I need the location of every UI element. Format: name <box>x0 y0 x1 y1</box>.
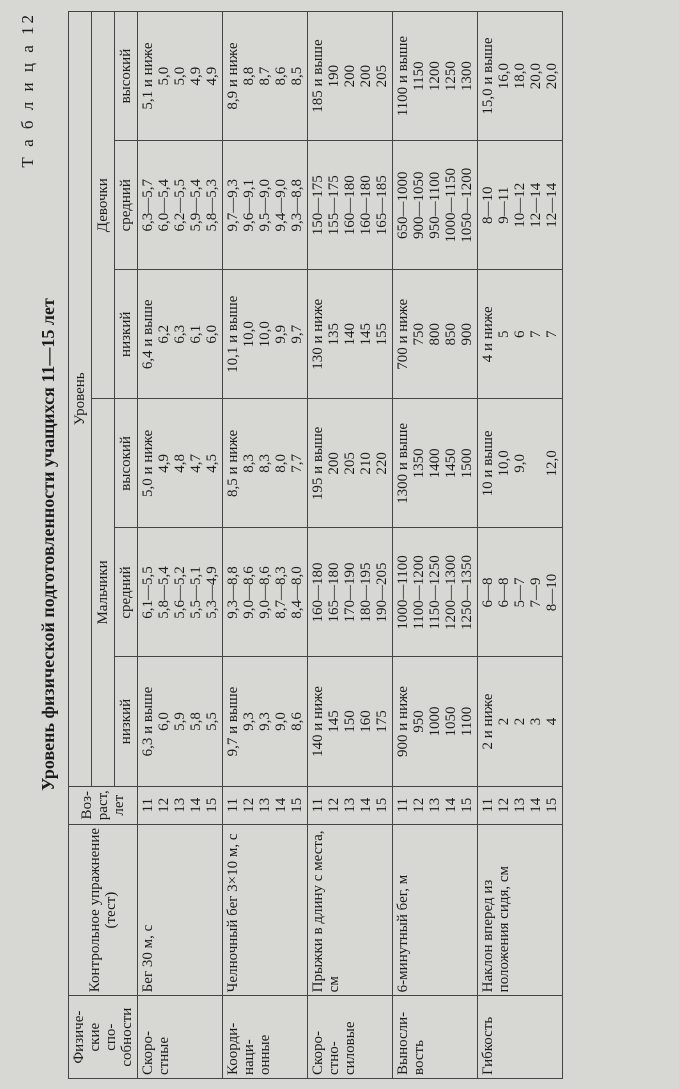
boys-medium-cell <box>138 528 223 657</box>
age-cell <box>138 786 223 824</box>
header-boys: Мальчики <box>92 399 115 786</box>
girls-high-value: 8,9 и ниже <box>225 42 241 110</box>
boys-high-value: 200 <box>326 452 342 475</box>
girls-high-value: 205 <box>374 64 390 88</box>
boys-low-value: 1000 <box>427 706 443 737</box>
table-title: Уровень физической подготовленности учащихся 11—15 лет <box>38 298 58 791</box>
boys-high-value: 12,0 <box>544 450 560 477</box>
age-cell <box>478 786 563 824</box>
exercise-cell: 6-минутный бег, м <box>393 824 478 995</box>
girls-medium-value: 165—185 <box>374 175 390 236</box>
age-value: 14 <box>188 797 204 813</box>
exercise-cell: Прыжки в длину с места, см <box>308 824 393 995</box>
girls-medium-value: 12—14 <box>544 182 560 228</box>
table-body <box>138 12 563 1079</box>
girls-high-value: 5,1 и ниже <box>140 42 156 110</box>
boys-medium-value: 5,8—5,4 <box>156 566 172 619</box>
girls-medium-cell <box>478 141 563 270</box>
age-value: 12 <box>326 797 342 813</box>
girls-medium-value: 6,2—5,5 <box>172 178 188 232</box>
boys-medium-value: 160—180 <box>310 562 326 623</box>
boys-low-value: 3 <box>528 717 544 726</box>
boys-low-value: 1100 <box>459 706 475 737</box>
boys-medium-value: 1200—1300 <box>443 554 459 630</box>
age-value: 15 <box>374 797 390 813</box>
boys-low-value: 2 <box>512 717 528 726</box>
boys-medium-cell <box>223 528 308 657</box>
girls-low-value: 4 и ниже <box>480 306 496 363</box>
boys-high-value: 4,9 <box>156 454 172 473</box>
boys-medium-value: 8—10 <box>544 573 560 612</box>
boys-medium-value: 5—7 <box>512 577 528 608</box>
girls-medium-value: 6,3—5,7 <box>140 178 156 232</box>
header-boys-high: высокий <box>115 399 138 528</box>
age-value: 14 <box>443 797 459 813</box>
girls-low-value: 750 <box>411 323 427 346</box>
girls-low-value: 800 <box>427 323 443 346</box>
girls-low-value: 145 <box>358 323 374 346</box>
ability-cell: Коорди- наци- онные <box>223 996 308 1079</box>
girls-medium-value: 9,5—9,0 <box>257 178 273 232</box>
girls-high-cell <box>478 12 563 141</box>
ability-cell: Скоро- стные <box>138 996 223 1079</box>
girls-low-value: 10,0 <box>241 321 257 348</box>
boys-low-value: 140 и ниже <box>310 686 326 757</box>
age-value: 15 <box>544 797 560 813</box>
boys-high-value: 205 <box>342 452 358 475</box>
age-value: 12 <box>496 797 512 813</box>
boys-high-value <box>528 402 544 524</box>
girls-medium-value: 150—175 <box>310 175 326 236</box>
header-girls-low: низкий <box>115 270 138 399</box>
boys-low-value: 9,7 и выше <box>225 686 241 757</box>
boys-low-value: 160 <box>358 710 374 733</box>
boys-medium-value: 6—8 <box>480 577 496 608</box>
boys-medium-value: 6,1—5,5 <box>140 566 156 619</box>
girls-high-value: 5,0 <box>156 66 172 86</box>
boys-low-value: 145 <box>326 710 342 733</box>
girls-medium-cell <box>393 141 478 270</box>
boys-medium-cell <box>393 528 478 657</box>
boys-low-value: 2 <box>496 717 512 726</box>
girls-high-value: 200 <box>358 64 374 88</box>
age-cell <box>308 786 393 824</box>
boys-medium-value: 1000—1100 <box>395 555 411 630</box>
boys-high-value: 4,7 <box>188 454 204 473</box>
exercise-cell: Наклон вперед из положения сидя, см <box>478 824 563 995</box>
girls-low-value: 850 <box>443 323 459 346</box>
boys-low-value: 5,5 <box>204 712 220 731</box>
girls-high-value: 190 <box>326 64 342 88</box>
girls-low-cell <box>393 270 478 399</box>
age-value: 11 <box>480 798 496 813</box>
boys-medium-value: 9,3—8,8 <box>225 566 241 619</box>
girls-medium-value: 650—1000 <box>395 171 411 239</box>
boys-low-cell <box>478 657 563 786</box>
exercise-cell: Бег 30 м, с <box>138 824 223 995</box>
header-girls-medium: средний <box>115 141 138 270</box>
ability-cell: Скоро- стно- силовые <box>308 996 393 1079</box>
girls-low-value: 7 <box>544 330 560 339</box>
boys-high-value: 9,0 <box>512 454 528 473</box>
age-value: 15 <box>459 797 475 813</box>
girls-medium-cell <box>138 141 223 270</box>
girls-medium-value: 950—1100 <box>427 171 443 239</box>
girls-medium-value: 155—175 <box>326 175 342 236</box>
boys-low-value: 9,3 <box>241 712 257 731</box>
girls-medium-value: 160—180 <box>358 175 374 236</box>
boys-low-value: 950 <box>411 710 427 733</box>
age-value: 14 <box>273 797 289 813</box>
boys-low-value: 9,0 <box>273 712 289 731</box>
girls-medium-value: 9,7—9,3 <box>225 178 241 232</box>
age-value: 14 <box>528 797 544 813</box>
boys-medium-value: 5,6—5,2 <box>172 566 188 619</box>
girls-medium-value: 9—11 <box>496 186 512 224</box>
fitness-norms-table <box>68 11 563 1079</box>
girls-high-value: 185 и выше <box>310 39 326 113</box>
boys-medium-value: 8,7—8,3 <box>273 566 289 619</box>
boys-low-value: 9,3 <box>257 712 273 731</box>
boys-medium-value: 9,0—8,6 <box>241 566 257 619</box>
girls-low-value: 135 <box>326 323 342 346</box>
header-boys-low: низкий <box>115 657 138 786</box>
girls-low-value: 6,3 <box>172 324 188 344</box>
age-value: 12 <box>156 797 172 813</box>
boys-low-value: 5,9 <box>172 712 188 731</box>
girls-high-value: 1100 и выше <box>395 35 411 117</box>
girls-medium-cell <box>223 141 308 270</box>
boys-low-cell <box>223 657 308 786</box>
boys-medium-cell <box>308 528 393 657</box>
age-value: 11 <box>310 798 326 813</box>
boys-low-cell <box>138 657 223 786</box>
boys-medium-value: 6—8 <box>496 577 512 608</box>
boys-low-value: 150 <box>342 710 358 733</box>
girls-low-value: 6,4 и выше <box>140 299 156 370</box>
girls-medium-value: 900—1050 <box>411 171 427 239</box>
age-value: 13 <box>257 797 273 813</box>
boys-medium-value: 7—9 <box>528 577 544 608</box>
age-cell <box>223 786 308 824</box>
girls-medium-value: 5,8—5,3 <box>204 178 220 232</box>
girls-high-cell <box>138 12 223 141</box>
girls-high-cell <box>223 12 308 141</box>
girls-low-value: 6,2 <box>156 324 172 344</box>
girls-low-value: 155 <box>374 323 390 346</box>
boys-high-value: 8,3 <box>257 454 273 473</box>
age-value: 15 <box>204 797 220 813</box>
header-age: Воз- раст, лет <box>69 786 138 824</box>
girls-high-value: 15,0 и выше <box>480 37 496 115</box>
girls-medium-value: 10—12 <box>512 182 528 228</box>
boys-high-value: 1400 <box>427 448 443 479</box>
age-value: 13 <box>172 797 188 813</box>
header-boys-medium: средний <box>115 528 138 657</box>
boys-low-value: 5,8 <box>188 712 204 731</box>
girls-low-cell <box>138 270 223 399</box>
girls-high-value: 8,7 <box>257 66 273 86</box>
girls-medium-value: 8—10 <box>480 186 496 224</box>
girls-high-value: 20,0 <box>528 62 544 90</box>
girls-high-value: 8,6 <box>273 66 289 86</box>
boys-high-cell <box>223 399 308 528</box>
girls-medium-value: 9,3—8,8 <box>289 178 305 232</box>
age-value: 12 <box>411 797 427 813</box>
girls-low-cell <box>308 270 393 399</box>
girls-low-value: 7 <box>528 330 544 339</box>
girls-low-value: 10,0 <box>257 321 273 348</box>
boys-high-value: 1450 <box>443 448 459 479</box>
girls-low-value: 700 и ниже <box>395 298 411 370</box>
age-value: 13 <box>342 797 358 813</box>
girls-high-value: 1200 <box>427 61 443 92</box>
girls-high-value: 5,0 <box>172 66 188 86</box>
boys-medium-value: 170—190 <box>342 562 358 623</box>
boys-high-value: 8,5 и ниже <box>225 429 241 497</box>
table-row <box>223 12 308 1079</box>
girls-low-value: 6,1 <box>188 324 204 344</box>
header-girls: Девочки <box>92 12 115 399</box>
boys-high-value: 1350 <box>411 448 427 479</box>
table-row <box>393 12 478 1079</box>
boys-low-value: 6,0 <box>156 712 172 731</box>
girls-high-value: 1150 <box>411 61 427 91</box>
boys-medium-value: 5,3—4,9 <box>204 566 220 619</box>
header-girls-high: высокий <box>115 12 138 141</box>
boys-high-value: 4,8 <box>172 454 188 473</box>
girls-low-value: 10,1 и выше <box>225 295 241 373</box>
girls-high-value: 20,0 <box>544 62 560 90</box>
boys-low-value: 8,6 <box>289 712 305 731</box>
boys-high-value: 1500 <box>459 448 475 479</box>
girls-high-value: 8,5 <box>289 66 305 86</box>
boys-high-value: 7,7 <box>289 454 305 473</box>
girls-low-value: 130 и ниже <box>310 298 326 370</box>
boys-medium-cell <box>478 528 563 657</box>
boys-low-value: 6,3 и выше <box>140 686 156 757</box>
table-row <box>308 12 393 1079</box>
girls-medium-value: 160—180 <box>342 175 358 236</box>
boys-high-value: 8,0 <box>273 454 289 473</box>
girls-medium-value: 6,0—5,4 <box>156 178 172 232</box>
girls-low-value: 9,7 <box>289 324 305 344</box>
girls-low-value: 9,9 <box>273 324 289 344</box>
boys-medium-value: 8,4—8,0 <box>289 566 305 619</box>
girls-medium-value: 1000—1150 <box>443 167 459 243</box>
girls-low-value: 140 <box>342 323 358 346</box>
boys-high-value: 10,0 <box>496 450 512 477</box>
boys-low-value: 900 и ниже <box>395 686 411 757</box>
boys-medium-value: 180—195 <box>358 562 374 623</box>
boys-high-cell <box>478 399 563 528</box>
age-value: 13 <box>427 797 443 813</box>
boys-medium-value: 9,0—8,6 <box>257 566 273 619</box>
boys-high-value: 1300 и выше <box>395 422 411 504</box>
girls-low-value: 6,0 <box>204 324 220 344</box>
boys-high-cell <box>308 399 393 528</box>
girls-high-value: 8,8 <box>241 66 257 86</box>
boys-high-value: 10 и выше <box>480 430 496 497</box>
boys-medium-value: 165—180 <box>326 562 342 623</box>
age-value: 11 <box>140 798 156 813</box>
boys-high-value: 8,3 <box>241 454 257 473</box>
girls-high-value: 18,0 <box>512 62 528 90</box>
age-cell <box>393 786 478 824</box>
boys-high-cell <box>393 399 478 528</box>
age-value: 11 <box>225 798 241 813</box>
boys-low-value: 175 <box>374 710 390 733</box>
boys-medium-value: 190—205 <box>374 562 390 623</box>
girls-high-value: 1250 <box>443 61 459 92</box>
girls-low-value: 5 <box>496 330 512 339</box>
girls-medium-value: 12—14 <box>528 182 544 228</box>
girls-low-cell <box>223 270 308 399</box>
girls-medium-value: 9,6—9,1 <box>241 178 257 232</box>
boys-low-value: 4 <box>544 717 560 726</box>
boys-high-value: 5,0 и ниже <box>140 429 156 497</box>
girls-high-value: 16,0 <box>496 62 512 90</box>
header-level: Уровень <box>69 12 92 787</box>
boys-medium-value: 5,5—5,1 <box>188 566 204 619</box>
girls-high-value: 4,9 <box>188 66 204 86</box>
age-value: 12 <box>241 797 257 813</box>
boys-medium-value: 1250—1350 <box>459 554 475 630</box>
boys-high-value: 4,5 <box>204 454 220 473</box>
header-exercise: Контрольное упражнение (тест) <box>69 824 138 995</box>
girls-low-value: 900 <box>459 323 475 346</box>
girls-low-cell <box>478 270 563 399</box>
age-value: 15 <box>289 797 305 813</box>
boys-medium-value: 1150—1250 <box>427 555 443 630</box>
boys-high-cell <box>138 399 223 528</box>
table-row <box>138 12 223 1079</box>
girls-low-value: 6 <box>512 330 528 339</box>
ability-cell: Выносли- вость <box>393 996 478 1079</box>
girls-high-cell <box>393 12 478 141</box>
boys-low-value: 1050 <box>443 706 459 737</box>
ability-cell: Гибкость <box>478 996 563 1079</box>
boys-low-cell <box>393 657 478 786</box>
boys-medium-value: 1100—1200 <box>411 555 427 630</box>
age-value: 14 <box>358 797 374 813</box>
table-row <box>478 12 563 1079</box>
girls-medium-value: 9,4—9,0 <box>273 178 289 232</box>
header-ability: Физиче- ские спо- собности <box>69 996 138 1079</box>
girls-high-value: 200 <box>342 64 358 88</box>
girls-medium-value: 1050—1200 <box>459 167 475 243</box>
girls-medium-cell <box>308 141 393 270</box>
girls-high-value: 4,9 <box>204 66 220 86</box>
boys-low-value: 2 и ниже <box>480 693 496 750</box>
age-value: 11 <box>395 798 411 813</box>
girls-medium-value: 5,9—5,4 <box>188 178 204 232</box>
boys-high-value: 210 <box>358 452 374 475</box>
girls-high-cell <box>308 12 393 141</box>
boys-high-value: 220 <box>374 452 390 475</box>
girls-high-value: 1300 <box>459 61 475 92</box>
boys-high-value: 195 и выше <box>310 426 326 501</box>
boys-low-cell <box>308 657 393 786</box>
age-value: 13 <box>512 797 528 813</box>
table-label: Т а б л и ц а 12 <box>18 12 37 168</box>
exercise-cell: Челночный бег 3×10 м, с <box>223 824 308 995</box>
